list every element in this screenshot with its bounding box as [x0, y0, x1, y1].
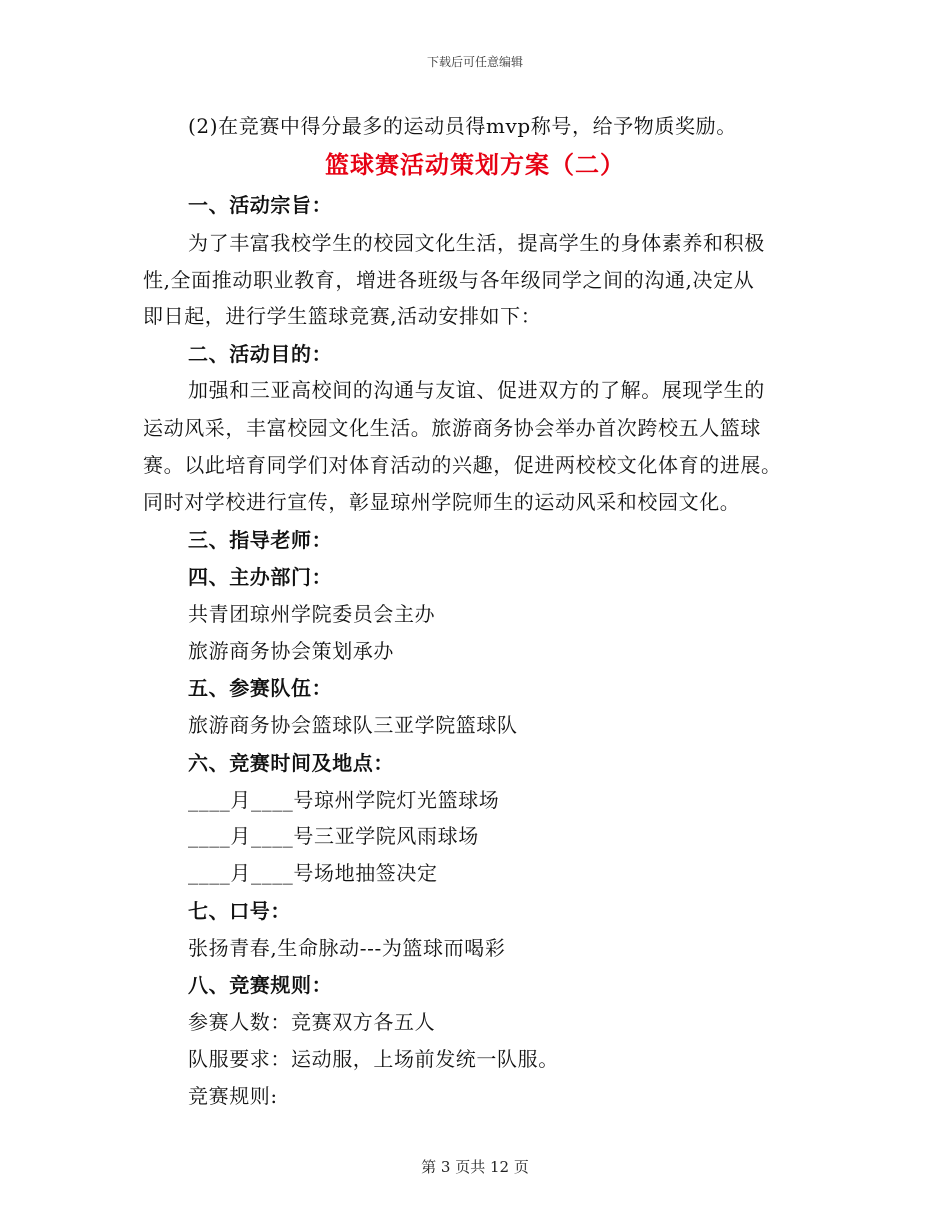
heading-advisor: 三、指导老师： [188, 528, 333, 552]
page-header: 下载后可任意编辑 [426, 55, 523, 69]
organizer-line-1: 共青团琼州学院委员会主办 [188, 602, 436, 626]
organizer-line-2: 旅游商务协会策划承办 [188, 639, 394, 663]
goal-line-1: 加强和三亚高校间的沟通与友谊、促进双方的了解。展现学生的 [188, 378, 765, 402]
goal-line-2: 运动风采，丰富校园文化生活。旅游商务协会举办首次跨校五人篮球 [143, 416, 761, 440]
purpose-line-2: 性,全面推动职业教育，增进各班级与各年级同学之间的沟通,决定从 [143, 268, 755, 292]
prize-rule-line: (2)在竞赛中得分最多的运动员得mvp称号，给予物质奖励。 [188, 114, 737, 138]
heading-schedule: 六、竞赛时间及地点： [188, 751, 394, 775]
goal-line-3: 赛。以此培育同学们对体育活动的兴趣，促进两校校文化体育的进展。 [143, 453, 782, 477]
rules-line-3: 竞赛规则: [188, 1084, 278, 1108]
heading-organizer: 四、主办部门： [188, 565, 333, 589]
heading-purpose: 一、活动宗旨： [188, 193, 333, 217]
heading-slogan: 七、口号： [188, 899, 291, 923]
rules-line-2: 队服要求：运动服，上场前发统一队服。 [188, 1047, 559, 1071]
purpose-line-3: 即日起，进行学生篮球竞赛,活动安排如下： [143, 304, 542, 328]
teams-line-1: 旅游商务协会篮球队三亚学院篮球队 [188, 713, 518, 737]
page-footer: 第 3 页共 12 页 [421, 1158, 529, 1176]
document-title: 篮球赛活动策划方案（二） [325, 150, 625, 179]
purpose-line-1: 为了丰富我校学生的校园文化生活，提高学生的身体素养和积极 [188, 231, 765, 255]
slogan-line: 张扬青春,生命脉动---为篮球而喝彩 [188, 936, 506, 960]
heading-teams: 五、参赛队伍： [188, 676, 333, 700]
schedule-line-2: ____月____号三亚学院风雨球场 [188, 824, 479, 848]
schedule-line-3: ____月____号场地抽签决定 [188, 861, 438, 885]
goal-line-4: 同时对学校进行宣传，彰显琼州学院师生的运动风采和校园文化。 [143, 490, 741, 514]
heading-goal: 二、活动目的： [188, 342, 333, 366]
heading-rules: 八、竞赛规则： [188, 973, 333, 997]
schedule-line-1: ____月____号琼州学院灯光篮球场 [188, 788, 500, 812]
rules-line-1: 参赛人数：竞赛双方各五人 [188, 1010, 436, 1034]
